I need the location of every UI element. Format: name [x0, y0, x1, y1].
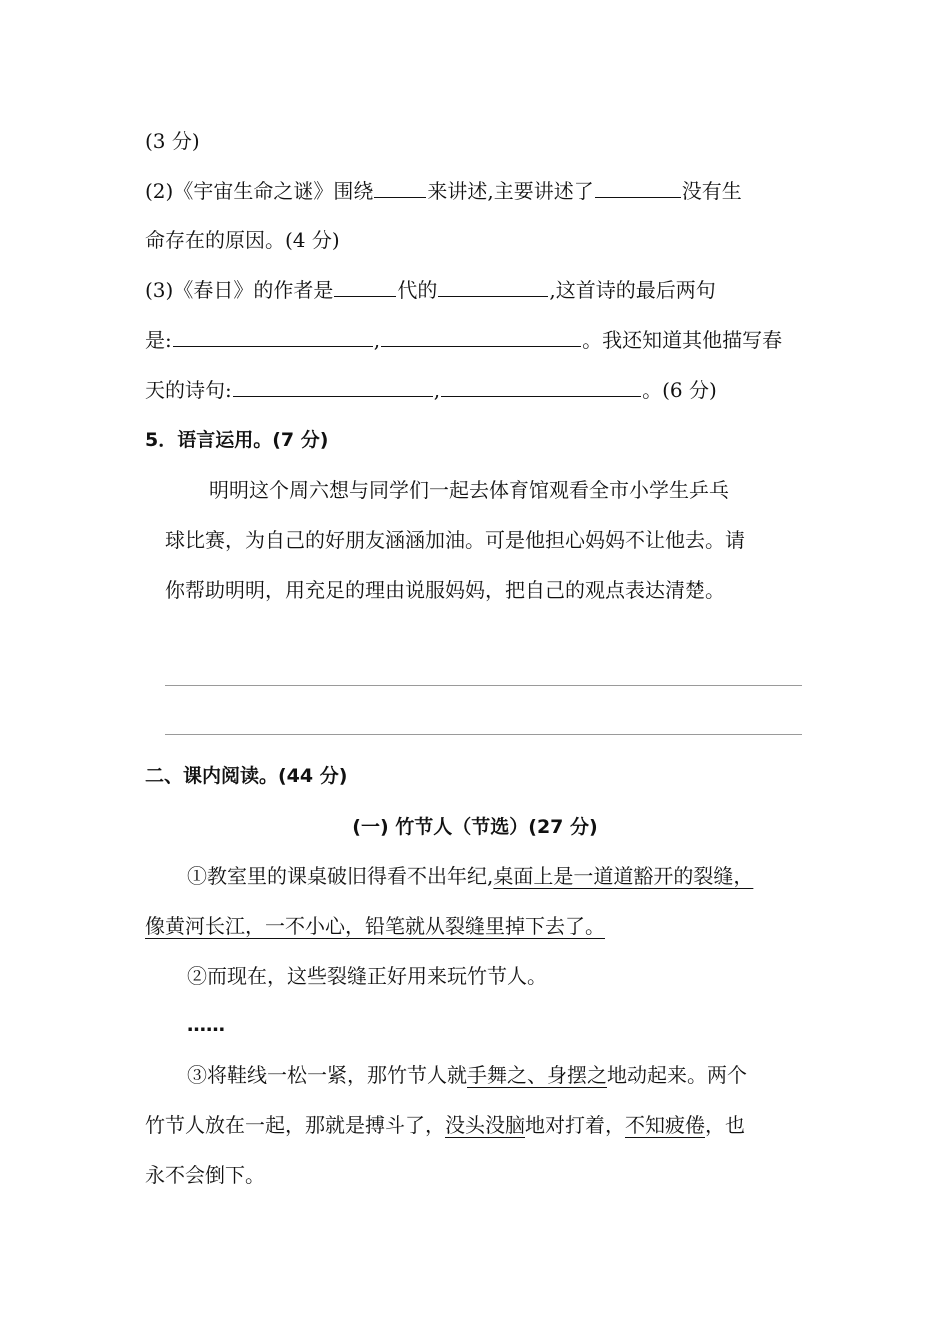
- p3-text-c: 竹节人放在一起，那就是搏斗了，: [145, 1113, 445, 1137]
- q4-3-comma2: ,: [433, 378, 441, 402]
- q4-score-line: (3 分): [145, 129, 200, 153]
- p1-underlined-1: 桌面上是一道道豁开的裂缝，: [493, 864, 754, 888]
- answer-line[interactable]: [165, 685, 802, 686]
- p3-text-a: ③将鞋线一松一紧，那竹节人就: [187, 1063, 467, 1087]
- q4-3-comma: ,: [373, 328, 381, 352]
- answer-blank[interactable]: [438, 276, 548, 297]
- q5-para-line1: 明明这个周六想与同学们一起去体育馆观看全市小学生乒乓: [209, 478, 729, 502]
- p3-underlined-2: 没头没脑: [445, 1113, 525, 1137]
- answer-blank[interactable]: [374, 177, 426, 198]
- q4-3-text3: ,这首诗的最后两句: [549, 278, 716, 302]
- q4-3-line1: [145, 275, 716, 305]
- p3-text-d: 地对打着，: [525, 1113, 625, 1137]
- passage-p2: ②而现在，这些裂缝正好用来玩竹节人。: [187, 964, 547, 988]
- passage-p3-line3: 永不会倒下。: [145, 1163, 265, 1187]
- q5-para-line2: 球比赛，为自己的好朋友涵涵加油。可是他担心妈妈不让他去。请: [165, 528, 745, 552]
- p1-text: ①教室里的课桌破旧得看不出年纪,: [187, 864, 494, 888]
- p3-text-e: ，也: [705, 1113, 745, 1137]
- q4-2-line2: 命存在的原因。(4 分): [145, 228, 340, 252]
- answer-blank[interactable]: [595, 177, 681, 198]
- p3-underlined-3: 不知疲倦: [625, 1113, 705, 1137]
- q4-2-text2: 来讲述,主要讲述了: [427, 179, 594, 203]
- q4-3-text2: 代的: [397, 278, 438, 302]
- passage-p1-line2: [145, 911, 605, 941]
- q4-2-line1: [145, 176, 742, 206]
- q4-3-text5: 。我还知道其他描写春: [582, 328, 783, 352]
- q4-3-line2: [145, 325, 782, 355]
- answer-blank[interactable]: [233, 376, 433, 397]
- p1-underlined-2: 像黄河长江，一不小心，铅笔就从裂缝里掉下去了。: [145, 914, 605, 938]
- q5-para-line3: 你帮助明明，用充足的理由说服妈妈，把自己的观点表达清楚。: [165, 578, 725, 602]
- q4-3-line3: [145, 375, 717, 405]
- q4-3-text4: 是:: [145, 328, 172, 352]
- p3-underlined-1: 手舞之、身摆之: [467, 1063, 607, 1087]
- q4-3-text1: (3)《春日》的作者是: [145, 278, 334, 302]
- passage-ellipsis: ……: [187, 1014, 225, 1036]
- q5-heading: 5．语言运用。(7 分): [145, 429, 329, 451]
- passage-p1-line1: [187, 861, 753, 891]
- passage-p3-line1: [187, 1060, 747, 1090]
- p3-text-b: 地动起来。两个: [607, 1063, 747, 1087]
- answer-blank[interactable]: [173, 326, 373, 347]
- passage-title: (一) 竹节人（节选）(27 分): [352, 816, 598, 838]
- q4-3-text7: 。(6 分): [642, 378, 717, 402]
- passage-p3-line2: [145, 1110, 745, 1140]
- answer-blank[interactable]: [334, 276, 396, 297]
- answer-blank[interactable]: [441, 376, 641, 397]
- q4-3-text6: 天的诗句:: [145, 378, 232, 402]
- answer-line[interactable]: [165, 734, 802, 735]
- q4-2-text1: (2)《宇宙生命之谜》围绕: [145, 179, 374, 203]
- section2-heading: 二、课内阅读。(44 分): [145, 765, 348, 787]
- answer-blank[interactable]: [381, 326, 581, 347]
- q4-2-text3: 没有生: [681, 179, 742, 203]
